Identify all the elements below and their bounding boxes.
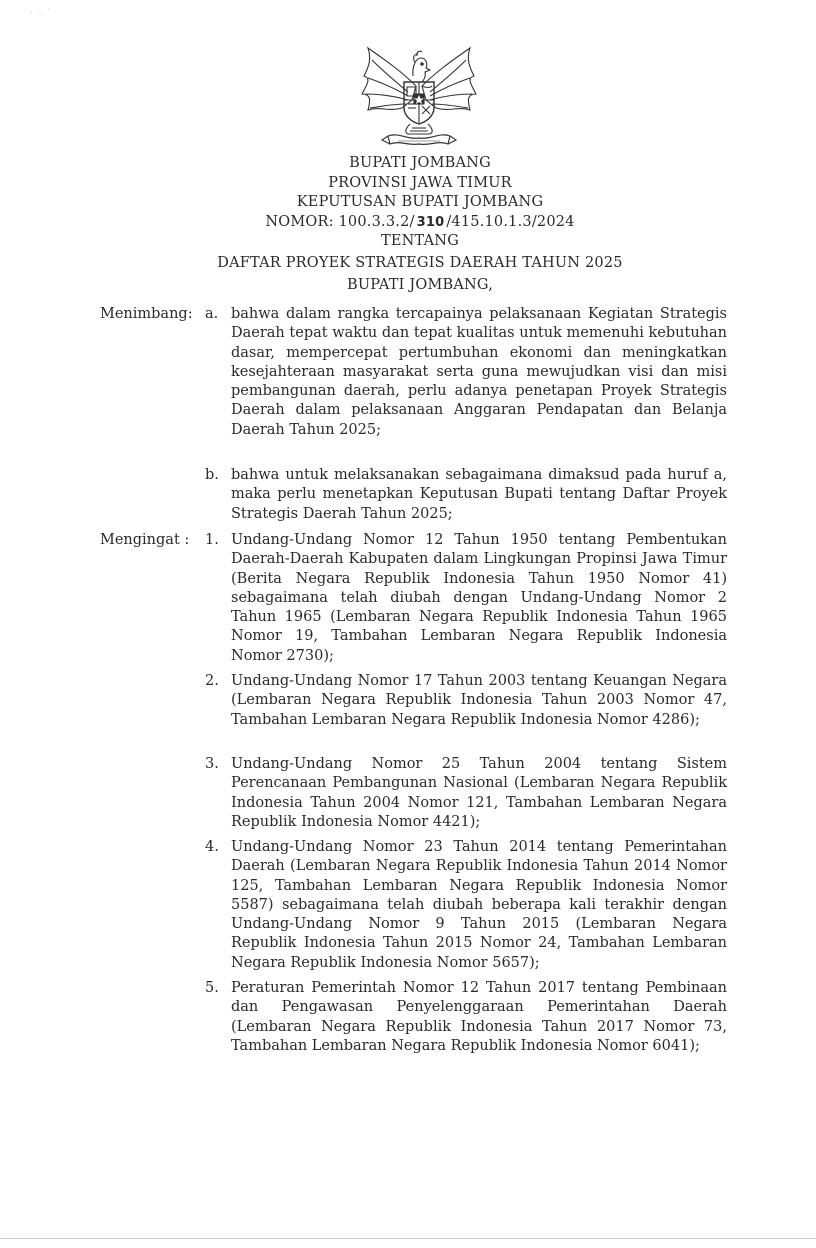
tentang-heading: TENTANG (381, 233, 459, 249)
item-text: Undang-Undang Nomor 23 Tahun 2014 tentang Pemerintahan Daerah (Lembaran Negara Republik Indonesia Tahun 2014 Nomor 125, Tambahan Lembaran Negara Republik Indonesia Nomor 5587) sebagaimana telah diubah beberapa kali terakhir dengan Undang-Undang Nomor 9 Tahun 2015 (Lembaran Negara Republik Indonesia Tahun 2015 Nomor 24, Tambahan Lembaran Negara Republik Indonesia Nomor 5657); (231, 839, 727, 971)
decree-subject: DAFTAR PROYEK STRATEGIS DAERAH TAHUN 2025 (217, 254, 623, 271)
scan-edge-line (0, 1238, 816, 1239)
item-marker: 3. (205, 756, 219, 772)
item-text: bahwa dalam rangka tercapainya pelaksanaan Kegiatan Strategis Daerah tepat waktu dan tepat kualitas untuk memenuhi kebutuhan dasar, mempercepat pertumbuhan ekonomi dan meningkatkan kesejahteraan masyarakat serta guna mewujudkan visi dan misi pembangunan daerah, perlu adanya penetapan Proyek Strategis Daerah dalam pelaksanaan Anggaran Pendapatan dan Belanja Daerah Tahun 2025; (231, 306, 727, 438)
menimbang-label: Menimbang: (100, 306, 193, 322)
mengingat-label: Mengingat : (100, 532, 190, 548)
item-marker: 2. (205, 673, 219, 689)
document-header (0, 154, 816, 296)
decree-number-suffix: /415.10.1.3/2024 (446, 213, 575, 230)
mengingat-item-5 (205, 979, 727, 1056)
regent-title: BUPATI JOMBANG (349, 155, 491, 171)
item-text: Undang-Undang Nomor 17 Tahun 2003 tentang Keuangan Negara (Lembaran Negara Republik Indonesia Tahun 2003 Nomor 47, Tambahan Lembaran Negara Republik Indonesia Nomor 4286); (231, 673, 727, 728)
scan-speck: ˙ ˙ˑ ˙ (29, 7, 54, 23)
mengingat-item-2 (205, 672, 727, 730)
item-text: Undang-Undang Nomor 12 Tahun 1950 tentang Pembentukan Daerah-Daerah Kabupaten dalam Lingkungan Propinsi Jawa Timur (Berita Negara Republik Indonesia Tahun 1950 Nomor 41) sebagaimana telah diubah dengan Undang-Undang Nomor 2 Tahun 1965 (Lembaran Negara Republik Indonesia Tahun 1965 Nomor 19, Tambahan Lembaran Negara Republik Indonesia Nomor 2730); (231, 532, 727, 664)
menimbang-item-b (205, 466, 727, 524)
mengingat-item-3 (205, 755, 727, 832)
item-marker: 5. (205, 980, 219, 996)
item-text: bahwa untuk melaksanakan sebagaimana dimaksud pada huruf a, maka perlu menetapkan Keputusan Bupati tentang Daftar Proyek Strategis Daerah Tahun 2025; (231, 467, 727, 522)
mengingat-item-1 (205, 531, 727, 666)
item-text: Peraturan Pemerintah Nomor 12 Tahun 2017 tentang Pembinaan dan Pengawasan Penyelenggaraan Pemerintahan Daerah (Lembaran Negara Republik Indonesia Tahun 2017 Nomor 73, Tambahan Lembaran Negara Republik Indonesia Nomor 6041); (231, 980, 727, 1054)
province-title: PROVINSI JAWA TIMUR (328, 174, 512, 191)
item-marker: a. (205, 306, 219, 322)
menimbang-item-a (205, 305, 727, 440)
mengingat-item-4 (205, 838, 727, 973)
item-marker: 4. (205, 839, 219, 855)
decree-number (0, 213, 816, 233)
decree-number-handwritten: 310 (416, 214, 445, 230)
regent-signatory-heading: BUPATI JOMBANG, (346, 277, 494, 293)
decree-number-prefix: NOMOR: 100.3.3.2/ (265, 213, 415, 230)
item-text: Undang-Undang Nomor 25 Tahun 2004 tentang Sistem Perencanaan Pembangunan Nasional (Lembaran Negara Republik Indonesia Tahun 2004 Nomor 121, Tambahan Lembaran Negara Republik Indonesia Nomor 4421); (231, 756, 727, 830)
item-marker: b. (205, 467, 219, 483)
garuda-emblem-icon (358, 42, 480, 152)
item-marker: 1. (205, 532, 219, 548)
decree-title: KEPUTUSAN BUPATI JOMBANG (296, 194, 544, 210)
